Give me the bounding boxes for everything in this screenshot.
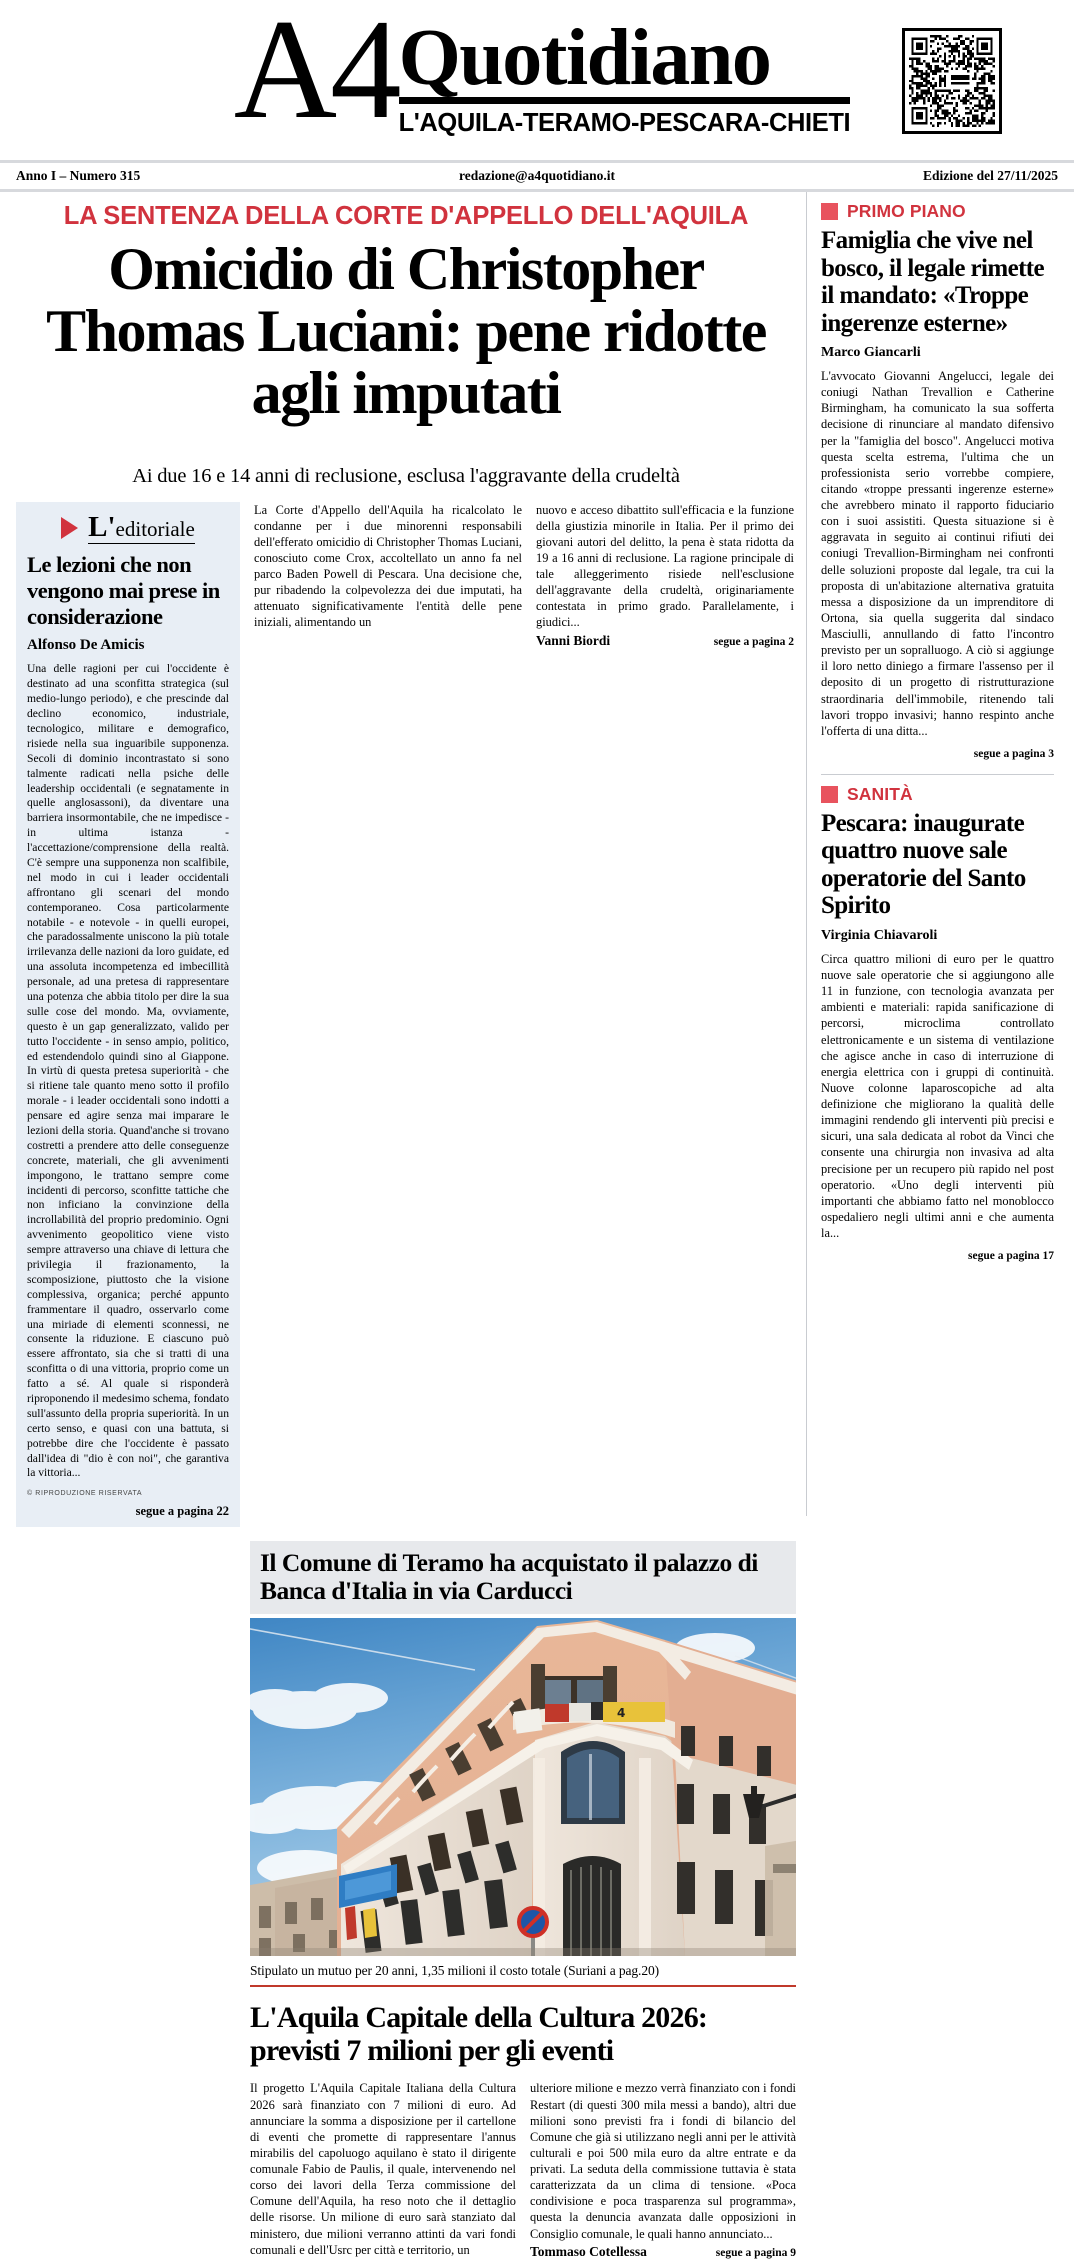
sidebar bbox=[806, 192, 1054, 1516]
section-square-icon bbox=[821, 786, 838, 803]
play-triangle-icon bbox=[61, 517, 78, 539]
section-name[interactable]: PRIMO PIANO bbox=[847, 201, 966, 221]
rail-continuation[interactable]: segue a pagina 17 bbox=[968, 1250, 1054, 1263]
edition-date: Edizione del 27/11/2025 bbox=[922, 168, 1058, 183]
lead-column-2 bbox=[536, 502, 794, 1528]
editorial-label-rest: editoriale bbox=[115, 516, 195, 541]
page-body bbox=[0, 192, 1074, 2259]
editorial-continuation[interactable]: segue a pagina 22 bbox=[135, 1504, 229, 1519]
svg-text:4: 4 bbox=[616, 1706, 626, 1721]
editorial-tagline bbox=[27, 512, 229, 545]
teramo-headline[interactable]: Il Comune di Teramo ha acquistato il palazzo di Banca d'Italia in via Carducci bbox=[250, 1541, 796, 1614]
editorial-author: Alfonso De Amicis bbox=[27, 637, 145, 654]
editorial-box bbox=[16, 502, 240, 1528]
aquila-column-1 bbox=[250, 2080, 516, 2259]
editorial-text: Una delle ragioni per cui l'occidente è destinato ad una sconfitta strategica (sul medio-lungo periodo), e che prescinde dal declino economico, industriale, tecnologico, militare e demografico, risiede nella sua inguaribile supponenza. Secoli di dominio incontrastato si sono talmente radicati nella psiche delle leadership occidentali (e segnatamente in quelle anglosassoni), da diventare una barriera insormontabile, che ne impedisce - in ultima istanza - l'accettazione/comprensione della realtà. C'è sempre una supponenza non scalfibile, nel modo in cui i leader occidentali affrontano gli scenari del mondo contemporaneo. Cosa particolarmente notabile - e notevole - in quelli europei, che paradossalmente uniscono la più totale irrilevanza delle nazioni da loro guidate, ed una assoluta incompetenza ed imbecillità personale, ad una pretesa di rappresentare una potenza che abbia titolo per dire la sua sulle cose del mondo. Ma, ovviamente, questo è un gap generalizzato, valido per tutto l'occidente - in senso ampio, politico, ed estendendolo quindi sino al Giappone. In virtù di questa pretesa superiorità - che si ritiene tale quanto meno sotto il profilo morale - i leader occidentali sono indotti a pensare ed agire senza mai imparare le lezioni della storia. Quand'anche si trovano costretti a prendere atto delle conseguenze concrete, materiali, che gli avvenimenti impongono, le trattano sempre come incidenti di percorso, sconfitte tattiche che non inficiano la convinzione della incrollabilità del proprio predominio. Ogni avvenimento geopolitico viene visto sempre attraverso una chiave di lettura che privilegia il frazionamento, la scomposizione, piuttosto che la visione complessiva, organica; perché appunto frammentare il quadro, osservarlo come una miriade di elementi sconnessi, ne consente la riduzione. E ciascuno può essere affrontato, sia che si tratti di una sconfitta o di una vittoria, proprio come un fatto a sé. Al quale si risponderà riproponendo il medesimo schema, fondato sull'assunto della propria superiorità. In un certo senso, e quasi con una battuta, si potrebbe dire che l'occidente è passato dall'idea di "dio è con noi", che garantiva la vittoria... bbox=[27, 662, 229, 1480]
photo-caption: Stipulato un mutuo per 20 anni, 1,35 milioni il costo totale (Suriani a pag.20) bbox=[250, 1956, 796, 1987]
aquila-text-2: ulteriore milione e mezzo verrà finanziato con i fondi Restart (di questi 300 mila messi a bando), altri due milioni sono previsti fra i fondi di bilancio del Comune che già si utilizzano negli anni per le attività culturali e poi 500 mila euro da altre entrate e da privati. La seduta della commissione tuttavia è stata caratterizzata da un clima di tensione. «Poca condivisione e poca trasparenza sul programma», questa la denuncia avanzata dalle opposizioni in Consiglio comunale, le quali hanno annunciato... bbox=[529, 2081, 796, 2241]
rail-headline[interactable]: Pescara: inaugurate quattro nuove sale operatorie del Santo Spirito bbox=[821, 809, 1026, 920]
lead-subhead: Ai due 16 e 14 anni di reclusione, esclusa l'aggravante della crudeltà bbox=[132, 464, 680, 487]
rail-divider bbox=[821, 774, 1054, 775]
rail-text: Circa quattro milioni di euro per le quattro nuove sale operatorie che si aggiungono alle 11 in funzione, con tecnologia avanzata per ambienti e materiali: rapida sanificazione di percorsi, microclima controllato elettronicamente e un sistema di ventilazione che agisce anche in caso di interruzione di energia elettrica con i gruppi di continuità. Nuove colonne laparoscopiche ad alta definizione che migliorano la qualità delle immagini rendendo gli interventi più precisi e sicuri, una sala dedicata al robot da Vinci che consente una chirurgia non invasiva ad alta precisione per un recupero più rapido nel post operatorio. «Uno degli interventi più importanti che abbiamo fatto nel monoblocco ospedaliero negli ultimi anni e che aumenta la... bbox=[821, 951, 1054, 1240]
rail-author: Virginia Chiavaroli bbox=[821, 927, 938, 943]
newspaper-logo bbox=[233, 0, 851, 148]
rail-article-sanita bbox=[821, 784, 1054, 1262]
section-square-icon bbox=[821, 203, 838, 220]
rail-headline[interactable]: Famiglia che vive nel bosco, il legale rimette il mandato: «Troppe ingerenze esterne» bbox=[821, 227, 1045, 337]
aquila-headline[interactable]: L'Aquila Capitale della Cultura 2026: previsti 7 milioni per gli eventi bbox=[249, 2001, 708, 2068]
logo-wordmark: Quotidiano bbox=[398, 14, 771, 102]
qr-code-icon[interactable] bbox=[902, 28, 1002, 134]
aquila-byline-row bbox=[530, 2244, 796, 2260]
section-label-primo-piano bbox=[821, 201, 1054, 222]
lead-column-1 bbox=[254, 502, 522, 1528]
copyright-notice: © RIPRODUZIONE RISERVATA bbox=[27, 1490, 143, 1498]
section-label-sanita bbox=[821, 784, 1054, 805]
palazzo-banca-italia-teramo-photo bbox=[250, 1618, 796, 1956]
rail-continuation[interactable]: segue a pagina 3 bbox=[973, 747, 1054, 760]
lead-byline-row bbox=[536, 633, 794, 649]
lead-continuation[interactable]: segue a pagina 2 bbox=[713, 635, 794, 648]
aquila-body bbox=[250, 2080, 796, 2259]
aquila-text-1: Il progetto L'Aquila Capitale Italiana della Cultura 2026 sarà finanziato con 7 milioni di euro. Ad annunciare la somma a disposizione per il cartellone di eventi che promette di rappresentare l'annus mirabilis del capoluogo aquilano è stato il dirigente comunale Fabio de Paulis, il quale, intervenendo nel corso dei lavori della Terza commissione del Comune dell'Aquila, ha reso noto che il dettaglio delle risorse. Un milione di euro sarà stanziato dal ministero, due milioni verranno attinti da vari fondi comunali e dell'Usrc per città e territorio, un bbox=[249, 2081, 516, 2257]
editorial-email[interactable]: redazione@a4quotidiano.it bbox=[459, 168, 615, 183]
lead-text-2: nuovo e acceso dibattito sull'efficacia e la funzione della giustizia minorile in Italia. Per il primo dei giovani autori del delitto, la pena è stata ridotta da 19 a 16 anni di reclusione. La ragione principale di tale alleggerimento risiede nell'esclusione dell'aggravante della crudeltà, originariamente contestata in primo grado. Parallelamente, i giudici... bbox=[536, 502, 794, 630]
logo-subtitle: L'AQUILA-TERAMO-PESCARA-CHIETI bbox=[398, 108, 851, 137]
masthead bbox=[0, 0, 1074, 158]
lead-kicker: LA SENTENZA DELLA CORTE D'APPELLO DELL'AQUILA bbox=[63, 202, 749, 230]
lead-author: Vanni Biordi bbox=[536, 632, 611, 648]
infobar bbox=[0, 160, 1074, 192]
rail-article-primo-piano bbox=[821, 201, 1054, 760]
aquila-author: Tommaso Cotellessa bbox=[529, 2243, 647, 2259]
issue-number: Anno I – Numero 315 bbox=[16, 168, 141, 183]
lead-body-row bbox=[16, 502, 796, 1528]
rail-text: L'avvocato Giovanni Angelucci, legale dei coniugi Nathan Trevallion e Catherine Birmingham, ha comunicato la sua sofferta decisione di rinunciare al mandato difensivo per la "famiglia del bosco". Angelucci motiva questa scelta estrema, l'ultima che un professionista serio vorrebbe compiere, citando «troppe pressanti ingerenze esterne» che avrebbero minato il rapporto fiduciario con i suoi assistiti. Questa situazione si è aggravata in seguito ai continui rifiuti dei coniugi Trevallion-Birmingham nei confronti delle soluzioni proposte dal legale, tra cui la proposta di un'abitazione alternativa gratuita messa a disposizione da un imprenditore di Ortona, sia quella suggerita dal sindaco Masciulli, annullando di fatto l'incontro previsto per un sopralluogo. A ciò si aggiunge il loro netto diniego a firmare l'assenso per il deposito di un progetto di ristrutturazione straordinaria dell'immobile, ritenendo tali lavori troppo invasivi; hanno respinto anche l'offerta di una ditta... bbox=[821, 369, 1054, 738]
lead-text-1: La Corte d'Appello dell'Aquila ha ricalcolato le condanne per i due minorenni responsabili dell'efferato omicidio di Christopher Thomas Luciani, conosciuto come Crox, accoltellato un anno fa nel parco Baden Powell di Pescara. Una decisione che, pur ribadendo la colpevolezza dei due imputati, ha attenuato significativamente l'entità delle pene iniziali, alimentando un bbox=[254, 502, 522, 630]
section-name[interactable]: SANITÀ bbox=[847, 783, 913, 804]
editorial-title[interactable]: Le lezioni che non vengono mai prese in considerazione bbox=[27, 552, 220, 629]
logo-a4-mark: A4 bbox=[233, 0, 395, 148]
lead-headline[interactable]: Omicidio di Christopher Thomas Luciani: pene ridotte agli imputati bbox=[46, 236, 766, 426]
editorial-label bbox=[88, 512, 195, 545]
aquila-column-2 bbox=[530, 2080, 796, 2259]
rail-author: Marco Giancarli bbox=[821, 345, 921, 360]
editorial-drop-cap: L' bbox=[88, 510, 116, 543]
main-column bbox=[16, 192, 806, 2259]
aquila-continuation[interactable]: segue a pagina 9 bbox=[715, 2246, 796, 2259]
